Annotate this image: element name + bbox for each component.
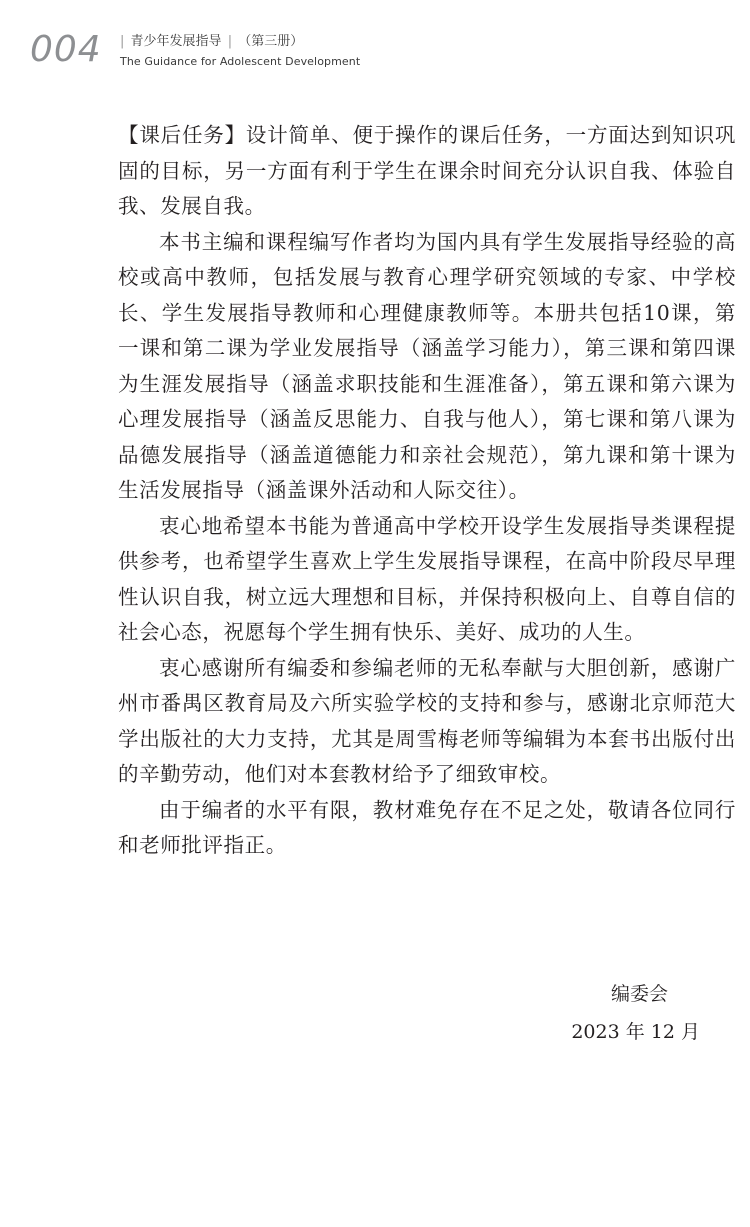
title-separator: | [120, 34, 125, 49]
volume-separator: | [227, 34, 233, 49]
paragraph-authors: 本书主编和课程编写作者均为国内具有学生发展指导经验的高校或高中教师，包括发展与教育心理学研究领域的专家、中学校长、学生发展指导教师和心理健康教师等。本册共包括10课，第一课和第二课为学业发展指导（涵盖学习能力），第三课和第四课为生涯发展指导（涵盖求职技能和生涯准备），第五课和第六课为心理发展指导（涵盖反思能力、自我与他人），第七课和第八课为品德发展指导（涵盖道德能力和亲社会规范），第九课和第十课为生活发展指导（涵盖课外活动和人际交往）。 [118, 229, 736, 502]
paragraph-apology: 由于编者的水平有限，教材难免存在不足之处，敬请各位同行和老师批评指正。 [118, 797, 736, 857]
preface-body [118, 118, 736, 864]
signature-date: 2023 年 12 月 [571, 1021, 700, 1043]
paragraph-hopes: 衷心地希望本书能为普通高中学校开设学生发展指导类课程提供参考，也希望学生喜欢上学生发展指导课程，在高中阶段尽早理性认识自我，树立远大理想和目标，并保持积极向上、自尊自信的社会心态，祝愿每个学生拥有快乐、美好、成功的人生。 [118, 513, 736, 644]
page-number: 004 [30, 29, 102, 70]
running-title [118, 34, 303, 50]
book-title: 青少年发展指导 [130, 34, 222, 49]
signature-block [571, 975, 700, 1051]
volume-label: （第三册） [238, 34, 304, 49]
paragraph-after-class-task: 【课后任务】设计简单、便于操作的课后任务，一方面达到知识巩固的目标，另一方面有利于学生在课余时间充分认识自我、体验自我、发展自我。 [118, 123, 736, 218]
signature-author: 编委会 [610, 983, 668, 1005]
english-title: The Guidance for Adolescent Development [120, 55, 361, 68]
paragraph-thanks: 衷心感谢所有编委和参编老师的无私奉献与大胆创新，感谢广州市番禺区教育局及六所实验学校的支持和参与，感谢北京师范大学出版社的大力支持，尤其是周雪梅老师等编辑为本套书出版付出的辛勤劳动，他们对本套教材给予了细致审校。 [118, 655, 736, 786]
